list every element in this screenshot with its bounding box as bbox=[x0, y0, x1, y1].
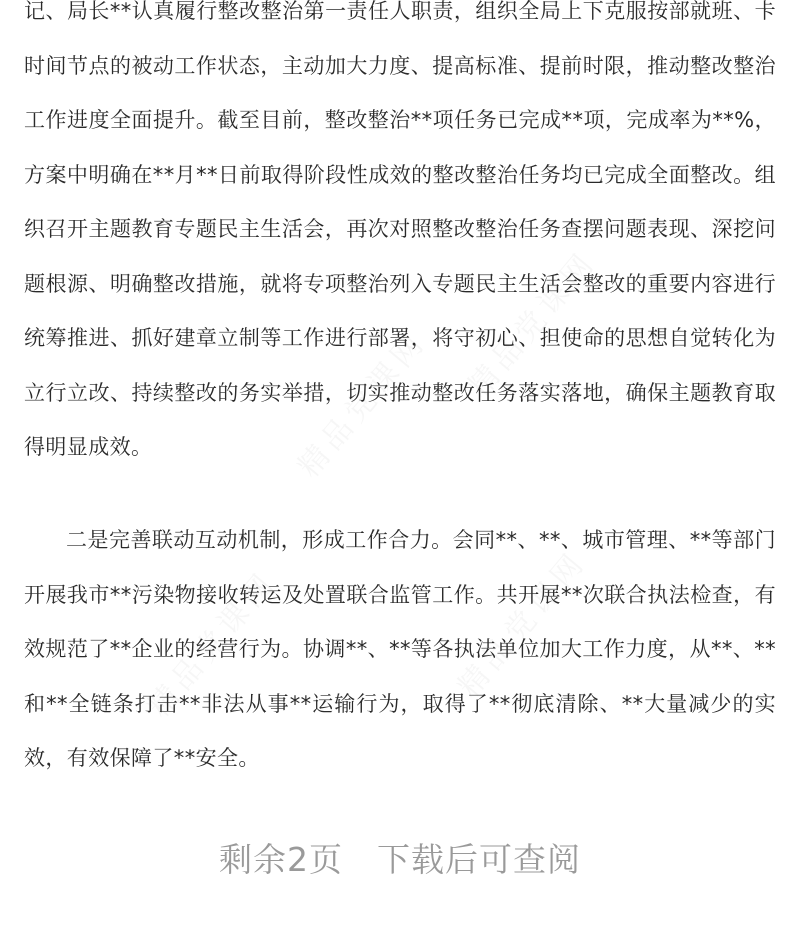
paragraph-joint-mechanism: 二是完善联动互动机制，形成工作合力。会同**、**、城市管理、**等部门开展我市**污染物接收转运及处置联合监管工作。共开展**次联合执法检查，有效规范了**企业的经营行为。协调**、**等各执法单位加大工作力度，从**、**和**全链条打击**非法从事**运输行为，取得了**彻底清除、**大量减少的实效，有效保障了**安全。 bbox=[24, 528, 776, 770]
watermark-text: 精品党课网 bbox=[291, 324, 434, 485]
watermark-text: 精品党课网 bbox=[141, 564, 284, 725]
watermark-text: 精品党课网 bbox=[461, 244, 604, 405]
download-to-view-label: 下载后可查阅 bbox=[377, 840, 581, 879]
download-to-read-banner[interactable] bbox=[0, 832, 800, 888]
watermark-text: 精品党课网 bbox=[451, 544, 594, 705]
paragraph-rectification-progress: 记、局长**认真履行整改整治第一责任人职责，组织全局上下克服按部就班、卡时间节点的被动工作状态，主动加大力度、提高标准、提前时限，推动整改整治工作进度全面提升。截至目前，整改整治**项任务已完成**项，完成率为**%，方案中明确在**月**日前取得阶段性成效的整改整治任务均已完成全面整改。组织召开主题教育专题民主生活会，再次对照整改整治任务查摆问题表现、深挖问题根源、明确整改措施，就将专项整治列入专题民主生活会整改的重要内容进行统筹推进、抓好建章立制等工作进行部署，将守初心、担使命的思想自觉转化为立行立改、持续整改的务实举措，切实推动整改任务落实落地，确保主题教育取得明显成效。 bbox=[24, 0, 776, 459]
remaining-pages-label: 剩余2页 bbox=[219, 840, 343, 879]
